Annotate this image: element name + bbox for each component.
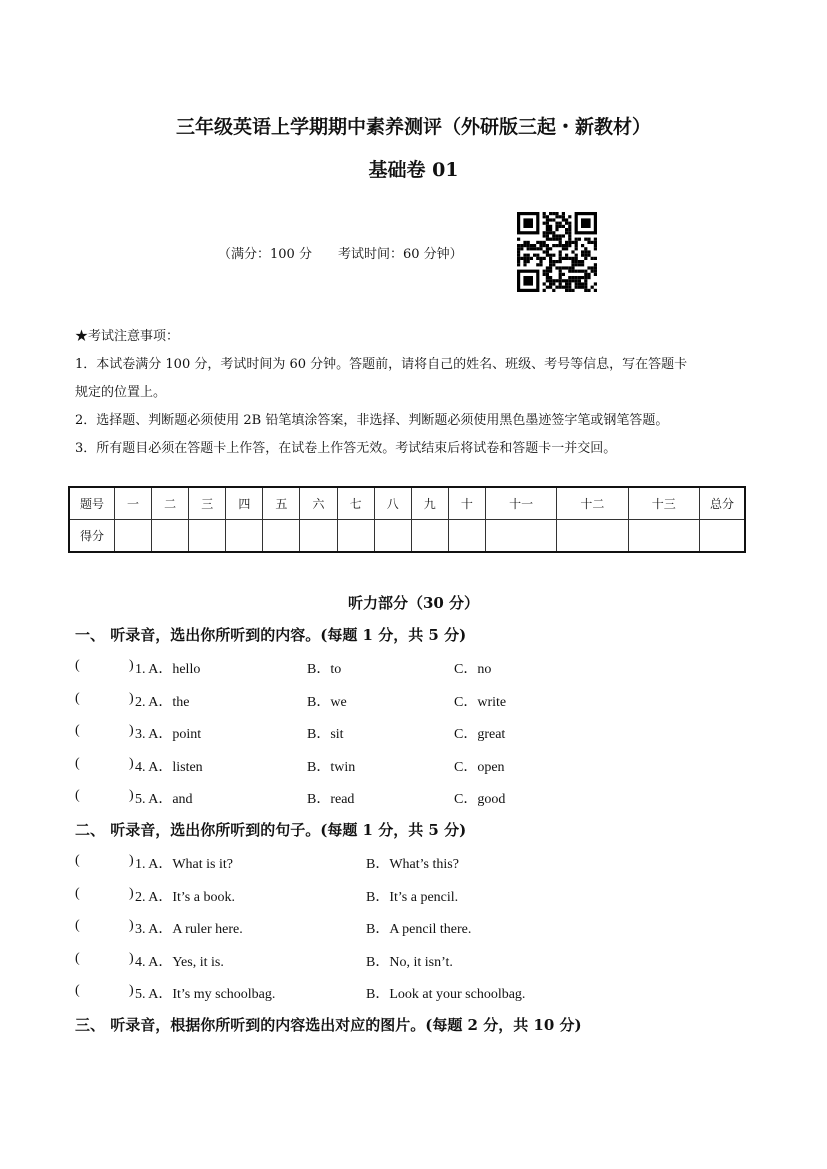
answer-blank-open[interactable]: ( bbox=[75, 658, 80, 673]
table-header-cell: 十二 bbox=[557, 487, 628, 520]
score-cell bbox=[374, 520, 411, 553]
table-header-cell: 十三 bbox=[628, 487, 699, 520]
answer-blank-open[interactable]: ( bbox=[75, 885, 80, 901]
table-header-cell: 十 bbox=[448, 487, 485, 520]
option-a: 4. A．Yes, it is. bbox=[135, 954, 224, 970]
option-a: 2. A．It’s a book. bbox=[135, 889, 235, 905]
qr-code-icon bbox=[517, 212, 597, 292]
exam-subtitle: 基础卷 01 bbox=[368, 159, 459, 181]
answer-blank-close: ) bbox=[129, 885, 134, 901]
table-header-cell: 七 bbox=[337, 487, 374, 520]
answer-blank-close: ) bbox=[129, 690, 134, 706]
score-cell bbox=[189, 520, 226, 553]
note-line: 规定的位置上。 bbox=[75, 385, 167, 400]
answer-blank-close: ) bbox=[129, 755, 134, 771]
option-c: C．write bbox=[454, 694, 507, 710]
question-item bbox=[75, 983, 775, 1003]
table-header-cell: 八 bbox=[374, 487, 411, 520]
option-a: 3. A．A ruler here. bbox=[135, 922, 243, 937]
score-table bbox=[68, 486, 746, 553]
question-item bbox=[75, 886, 775, 906]
option-a: 1. A．What is it? bbox=[135, 857, 233, 872]
table-header-cell: 二 bbox=[152, 487, 189, 520]
option-b: B．sit bbox=[307, 727, 344, 742]
answer-blank-open[interactable]: ( bbox=[75, 983, 80, 998]
option-b: B．we bbox=[307, 694, 347, 710]
question-item bbox=[75, 853, 775, 873]
answer-blank-open[interactable]: ( bbox=[75, 690, 80, 706]
option-a: 4. A．listen bbox=[135, 759, 203, 775]
score-cell bbox=[557, 520, 628, 553]
table-header-cell: 三 bbox=[189, 487, 226, 520]
table-header-cell: 题号 bbox=[69, 487, 115, 520]
score-cell bbox=[115, 520, 152, 553]
score-cell bbox=[700, 520, 746, 553]
question-item bbox=[75, 951, 775, 971]
score-cell bbox=[300, 520, 337, 553]
table-header-cell: 九 bbox=[411, 487, 448, 520]
option-b: B．twin bbox=[307, 759, 356, 775]
note-line: 1．本试卷满分 100 分，考试时间为 60 分钟。答题前，请将自己的姓名、班级、考号等信息，写在答题卡 bbox=[75, 357, 688, 372]
answer-blank-close: ) bbox=[129, 788, 134, 803]
score-cell bbox=[628, 520, 699, 553]
score-cell bbox=[152, 520, 189, 553]
option-b: B．Look at your schoolbag. bbox=[366, 987, 526, 1002]
note-line: 2．选择题、判断题必须使用 2B 铅笔填涂答案，非选择、判断题必须使用黑色墨迹签字笔或钢笔答题。 bbox=[75, 413, 669, 428]
option-b: B．A pencil there. bbox=[366, 922, 472, 937]
note-line: 3．所有题目必须在答题卡上作答，在试卷上作答无效。考试结束后将试卷和答题卡一并交回。 bbox=[75, 441, 617, 456]
answer-blank-close: ) bbox=[129, 853, 134, 868]
score-cell bbox=[263, 520, 300, 553]
answer-blank-open[interactable]: ( bbox=[75, 723, 80, 738]
answer-blank-open[interactable]: ( bbox=[75, 755, 80, 771]
table-header-cell: 五 bbox=[263, 487, 300, 520]
option-c: C．good bbox=[454, 792, 506, 807]
answer-blank-close: ) bbox=[129, 658, 134, 673]
question-item bbox=[75, 691, 775, 711]
notes-heading: ★考试注意事项： bbox=[75, 329, 180, 344]
option-a: 5. A．It’s my schoolbag. bbox=[135, 987, 276, 1002]
score-cell bbox=[485, 520, 556, 553]
question-item bbox=[75, 658, 775, 678]
score-cell bbox=[226, 520, 263, 553]
option-b: B．No, it isn’t. bbox=[366, 954, 453, 970]
option-b: B．to bbox=[307, 662, 342, 677]
option-a: 3. A．point bbox=[135, 727, 202, 742]
option-c: C．great bbox=[454, 727, 506, 742]
score-cell bbox=[337, 520, 374, 553]
answer-blank-close: ) bbox=[129, 723, 134, 738]
option-b: B．read bbox=[307, 792, 355, 807]
score-cell bbox=[448, 520, 485, 553]
score-cell bbox=[411, 520, 448, 553]
table-header-cell: 一 bbox=[115, 487, 152, 520]
question-item bbox=[75, 918, 775, 938]
question-item bbox=[75, 723, 775, 743]
table-header-cell: 总分 bbox=[700, 487, 746, 520]
table-header-cell: 十一 bbox=[485, 487, 556, 520]
answer-blank-open[interactable]: ( bbox=[75, 950, 80, 966]
option-b: B．What’s this? bbox=[366, 857, 459, 872]
score-row-label: 得分 bbox=[69, 520, 115, 553]
part-heading: 听力部分（30 分） bbox=[347, 594, 480, 612]
question-item bbox=[75, 756, 775, 776]
section-title: 三、 听录音，根据你所听到的内容选出对应的图片。(每题 2 分，共 10 分) bbox=[75, 1016, 582, 1034]
option-b: B．It’s a pencil. bbox=[366, 889, 459, 905]
option-a: 5. A．and bbox=[135, 792, 193, 807]
section-title: 二、 听录音，选出你所听到的句子。(每题 1 分，共 5 分) bbox=[75, 821, 467, 839]
answer-blank-open[interactable]: ( bbox=[75, 918, 80, 933]
option-a: 2. A．the bbox=[135, 694, 190, 710]
answer-blank-close: ) bbox=[129, 983, 134, 998]
question-item bbox=[75, 788, 775, 808]
score-info: （满分：100 分 考试时间：60 分钟） bbox=[218, 247, 463, 262]
answer-blank-open[interactable]: ( bbox=[75, 853, 80, 868]
option-c: C．no bbox=[454, 662, 492, 677]
answer-blank-close: ) bbox=[129, 918, 134, 933]
section-title: 一、 听录音，选出你所听到的内容。(每题 1 分，共 5 分) bbox=[75, 626, 467, 644]
option-a: 1. A．hello bbox=[135, 662, 201, 677]
answer-blank-close: ) bbox=[129, 950, 134, 966]
table-header-cell: 四 bbox=[226, 487, 263, 520]
table-header-cell: 六 bbox=[300, 487, 337, 520]
exam-title: 三年级英语上学期期中素养测评（外研版三起・新教材） bbox=[175, 116, 651, 138]
answer-blank-open[interactable]: ( bbox=[75, 788, 80, 803]
option-c: C．open bbox=[454, 759, 505, 775]
